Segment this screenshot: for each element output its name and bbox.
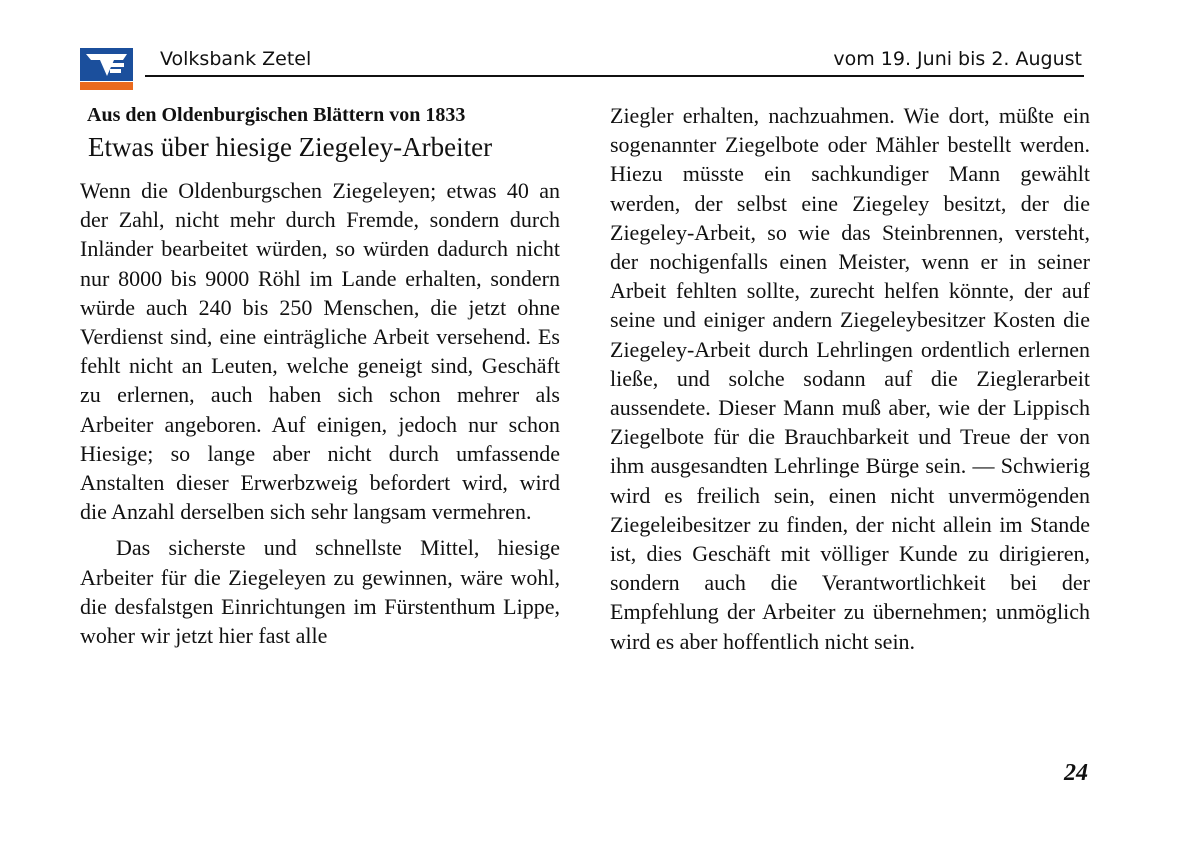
article-column-right bbox=[610, 101, 1090, 656]
logo-bar-top bbox=[110, 63, 124, 67]
logo-bar-bottom bbox=[110, 69, 121, 73]
article-paragraph-2: Das sicherste und schnellste Mittel, hiesige Arbeiter für die Ziegeleyen zu gewinnen, wäre wohl, die desfalstgen Einrichtungen im Fürstenthum Lippe, woher wir jetzt hier fast alle bbox=[80, 535, 560, 649]
logo-orange-bar bbox=[80, 82, 133, 90]
header-bank-name: Volksbank Zetel bbox=[160, 48, 312, 70]
header-divider bbox=[145, 75, 1084, 77]
volksbank-logo-icon bbox=[80, 48, 133, 90]
article-title: Etwas über hiesige Ziegeley-Arbeiter bbox=[88, 132, 493, 162]
article-paragraph-1: Wenn die Oldenburgschen Ziegeleyen; etwas 40 an der Zahl, nicht mehr durch Fremde, sondern durch Inländer bearbeitet würden, so würden dadurch nicht nur 8000 bis 9000 Röhl im Lande erhalten, sondern würde auch 240 bis 250 Menschen, die jetzt ohne Verdienst sind, eine einträgliche Arbeit versehend. Es fehlt nicht an Leuten, welche geneigt sind, Geschäft zu erlernen, auch haben sich schon mehrer als Arbeiter angeboren. Auf einigen, jedoch nur schon Hiesige; so lange aber nicht durch umfassende Anstalten dieser Erwerbzweig befordert wird, wird die Anzahl derselben sich sehr langsam vermehren. bbox=[80, 178, 560, 525]
article-kicker: Aus den Oldenburgischen Blättern von 1833 bbox=[87, 104, 466, 126]
page-number: 24 bbox=[1064, 760, 1088, 786]
article-paragraph-2-continued: Ziegler erhalten, nachzuahmen. Wie dort, müßte ein sogenannter Ziegelbote oder Mähler bestellt werden. Hiezu müsste ein sachkundiger Mann gewählt werden, der selbst eine Ziegeley besitzt, der die Ziegeley-Arbeit, so wie das Steinbrennen, versteht, der nochigenfalls einen Meister, wenn er in seiner Arbeit fehlten sollte, zurecht helfen könnte, der auf seine und einiger andern Ziegeleybesitzer Kosten die Ziegeley-Arbeit durch Lehrlingen ordentlich erlernen ließe, und solche sodann auf die Zieglerarbeit aussendete. Dieser Mann muß aber, wie der Lippisch Ziegelbote für die Brauchbarkeit und Treue der von ihm ausgesandten Lehrlinge Bürge sein. — Schwierig wird es freilich sein, einen nicht unvermögenden Ziegeleibesitzer zu finden, der nicht allein im Stande ist, dies Geschäft mit völliger Kunde zu dirigieren, sondern auch die Verantwortlichkeit bei der Empfehlung der Arbeiter zu übernehmen; unmöglich wird es aber hoffentlich nicht sein. bbox=[610, 103, 1090, 654]
header-date-range: vom 19. Juni bis 2. August bbox=[833, 48, 1082, 70]
article-column-left bbox=[80, 100, 560, 650]
